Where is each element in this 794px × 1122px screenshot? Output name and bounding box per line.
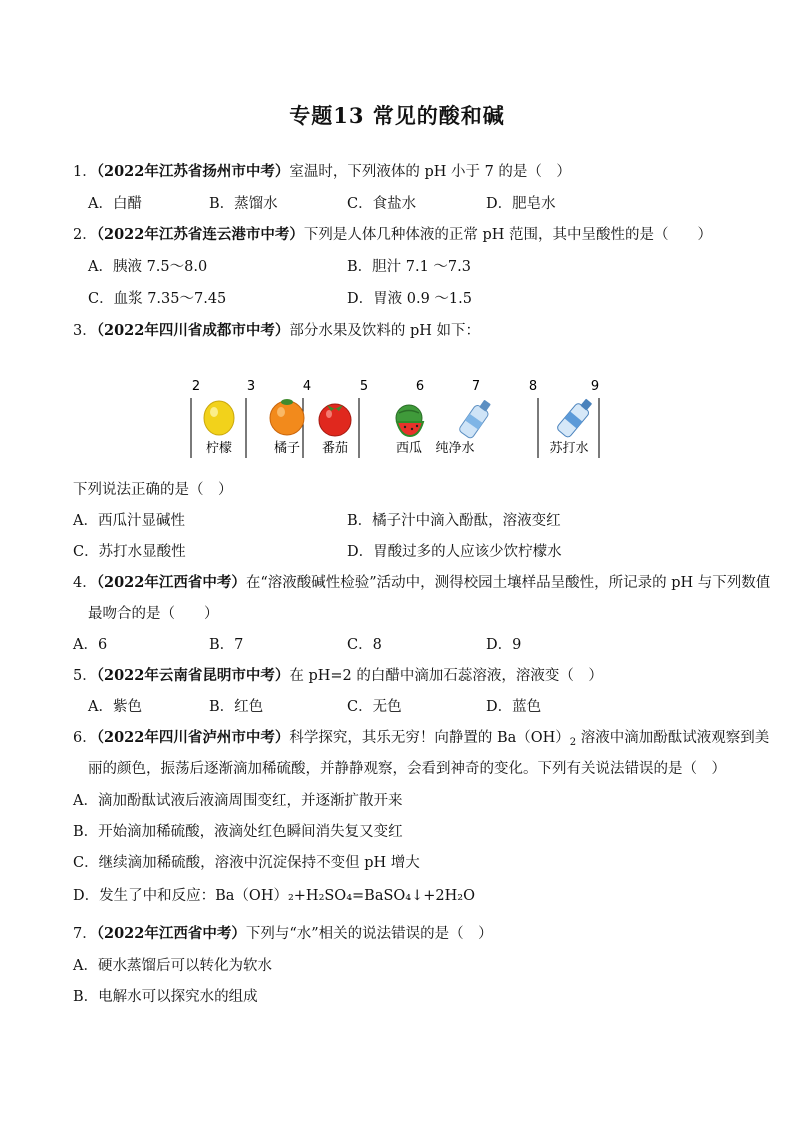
tick-label: 8 — [528, 379, 538, 394]
ph-scale-figure — [183, 376, 603, 462]
option-d: D．蓝色 — [486, 699, 542, 715]
question-source: （2022年江西省中考） — [96, 925, 246, 942]
question-source: （2022年江苏省扬州市中考） — [96, 163, 290, 180]
fruit-label: 柠檬 — [205, 441, 233, 456]
question-stem: 部分水果及饮料的 pH 如下： — [289, 323, 480, 339]
chemical-equation: Ba（OH）₂+H₂SO₄=BaSO₄↓+2H₂O — [215, 888, 475, 904]
page-title: 专题13 常见的酸和碱 — [289, 103, 505, 128]
question-stem: 下列是人体几种体液的正常 pH 范围，其中呈酸性的是（ ） — [303, 227, 712, 243]
option-a: A．滴加酚酞试液后液滴周围变红，并逐渐扩散开来 — [73, 793, 403, 809]
option-d: D．胃酸过多的人应该少饮柠檬水 — [347, 544, 562, 560]
question-7 — [73, 922, 493, 943]
option-c: C．苏打水显酸性 — [73, 544, 186, 560]
tick-label: 7 — [471, 379, 481, 394]
option-c: C．血浆 7.35～7.45 — [88, 291, 227, 307]
watermelon-icon — [396, 405, 423, 436]
fruit-label: 番茄 — [321, 441, 349, 456]
option-b: B．7 — [209, 637, 244, 653]
option-b: B．橘子汁中滴入酚酞，溶液变红 — [347, 513, 561, 529]
option-c: C．8 — [347, 637, 382, 653]
soda-water-bottle-icon — [556, 396, 595, 438]
tick-label: 6 — [415, 379, 425, 394]
option-b: B．蒸馏水 — [209, 196, 278, 212]
option-d-text: D．发生了中和反应： — [73, 888, 216, 904]
option-d: D．9 — [486, 637, 522, 653]
question-stem-continued: 最吻合的是（ ） — [88, 606, 219, 622]
question-source: （2022年四川省泸州市中考） — [96, 729, 290, 746]
fruit-label: 纯净水 — [435, 441, 475, 456]
lemon-icon — [204, 401, 234, 435]
question-3-prompt: 下列说法正确的是（ ） — [73, 482, 233, 498]
tomato-icon — [319, 404, 351, 436]
question-source: （2022年江西省中考） — [96, 574, 246, 591]
question-source: （2022年江苏省连云港市中考） — [96, 226, 304, 243]
question-number: 6． — [73, 730, 97, 746]
question-1 — [73, 160, 571, 181]
question-stem-continued: 丽的颜色，振荡后逐渐滴加稀硫酸，并静静观察，会看到神奇的变化。下列有关说法错误的是（ ） — [88, 761, 726, 777]
question-number: 3． — [73, 323, 97, 339]
tick-label: 4 — [302, 379, 312, 394]
question-source: （2022年云南省昆明市中考） — [96, 667, 290, 684]
question-3 — [73, 319, 480, 340]
option-d — [73, 884, 475, 905]
option-c: C．继续滴加稀硫酸，溶液中沉淀保持不变但 pH 增大 — [73, 855, 420, 871]
question-4 — [73, 571, 770, 592]
option-a: A．6 — [73, 637, 108, 653]
tick-label: 9 — [590, 379, 600, 394]
option-d: D．肥皂水 — [486, 196, 556, 212]
fruit-label: 橘子 — [273, 441, 301, 456]
question-stem-tail: 溶液中滴加酚酞试液观察到美 — [576, 730, 770, 746]
option-a: A．胰液 7.5～8.0 — [88, 259, 208, 275]
question-stem: 在“溶液酸碱性检验”活动中，测得校园土壤样品呈酸性，所记录的 pH 与下列数值 — [245, 575, 771, 591]
tick-label: 3 — [246, 379, 256, 394]
question-number: 5． — [73, 668, 97, 684]
option-c: C．无色 — [347, 699, 402, 715]
option-a: A．紫色 — [88, 699, 142, 715]
question-number: 7． — [73, 926, 97, 942]
question-source: （2022年四川省成都市中考） — [96, 322, 290, 339]
fruit-label: 西瓜 — [395, 441, 423, 456]
option-b: B．电解水可以探究水的组成 — [73, 989, 258, 1005]
question-number: 1． — [73, 164, 97, 180]
question-6 — [73, 726, 769, 748]
tick-label: 5 — [359, 379, 369, 394]
question-stem: 科学探究，其乐无穷！向静置的 Ba（OH） — [289, 730, 570, 746]
question-2 — [73, 223, 712, 244]
question-number: 2． — [73, 227, 97, 243]
option-b: B．胆汁 7.1 ～7.3 — [347, 259, 471, 275]
question-number: 4． — [73, 575, 97, 591]
option-b: B．开始滴加稀硫酸，液滴处红色瞬间消失复又变红 — [73, 824, 403, 840]
question-stem: 室温时，下列液体的 pH 小于 7 的是（ ） — [289, 164, 571, 180]
option-b: B．红色 — [209, 699, 264, 715]
option-a: A．硬水蒸馏后可以转化为软水 — [73, 958, 272, 974]
question-stem: 在 pH=2 的白醋中滴加石蕊溶液，溶液变（ ） — [289, 668, 603, 684]
option-d: D．胃液 0.9 ～1.5 — [347, 291, 472, 307]
ph-scale-svg — [183, 376, 603, 462]
question-stem: 下列与“水”相关的说法错误的是（ ） — [245, 926, 493, 942]
fruit-label: 苏打水 — [549, 441, 589, 456]
tick-label: 2 — [191, 379, 201, 394]
option-a: A．白醋 — [88, 196, 142, 212]
orange-icon — [270, 399, 304, 435]
subscript: 2 — [569, 737, 577, 748]
option-c: C．食盐水 — [347, 196, 417, 212]
option-a: A．西瓜汁显碱性 — [73, 513, 185, 529]
water-bottle-icon — [458, 397, 494, 439]
question-5 — [73, 664, 603, 685]
